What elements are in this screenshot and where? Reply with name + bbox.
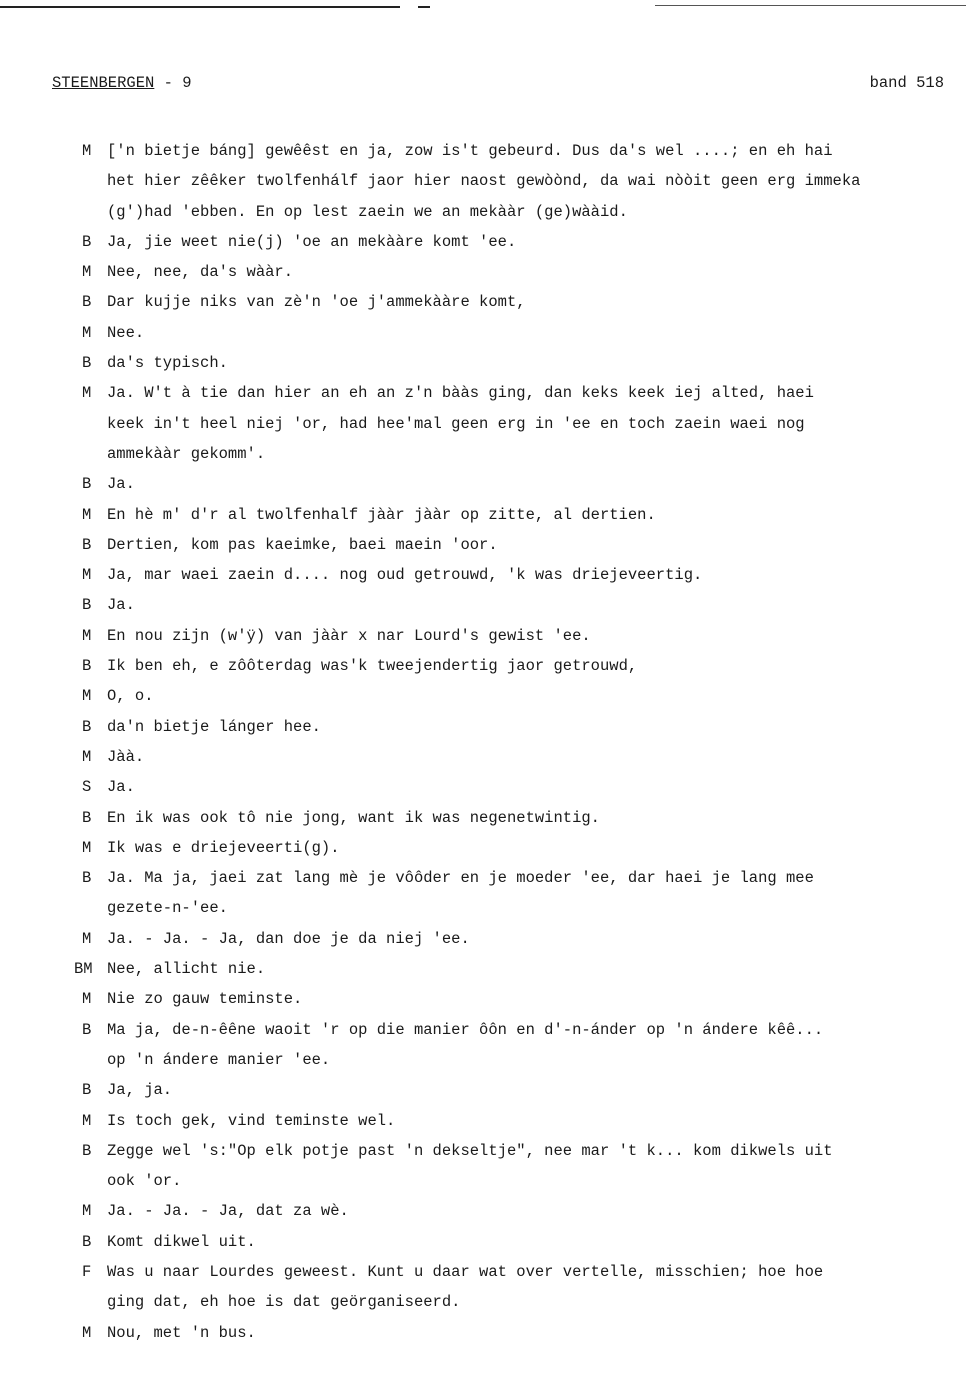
speaker-label: M <box>82 990 92 1009</box>
utterance-line: O, o. <box>107 687 154 706</box>
speaker-label: B <box>82 475 92 494</box>
utterance-line: Jàà. <box>107 747 145 766</box>
utterance-line: Nee, nee, da's wààr. <box>107 263 294 282</box>
transcript-entry <box>0 651 966 681</box>
speaker-label: B <box>82 717 92 736</box>
utterance-line: Ja. <box>107 778 135 797</box>
speaker-label: M <box>82 687 92 706</box>
utterance-line: Dar kujje niks van zè'n 'oe j'ammekààre komt, <box>107 293 526 312</box>
speaker-label: B <box>82 1232 92 1251</box>
transcript-entry <box>0 1106 966 1136</box>
utterance-line: Ja. Ma ja, jaei zat lang mè je vôôder en je moeder 'ee, dar haei je lang mee <box>107 869 814 888</box>
transcript-entry <box>0 1015 966 1076</box>
band-label: band 518 <box>869 74 944 92</box>
utterance-line: (g')had 'ebben. En op lest zaein we an mekààr (ge)wààid. <box>107 202 628 221</box>
transcript-entry <box>0 984 966 1014</box>
transcript-entry <box>0 590 966 620</box>
header-left <box>52 74 192 92</box>
page-number: - 9 <box>163 74 192 92</box>
utterance-line: Nee. <box>107 323 145 342</box>
utterance-line: op 'n ándere manier 'ee. <box>107 1050 331 1069</box>
utterance-line: Ma ja, de-n-êêne waoit 'r op die manier ôôn en d'-n-ánder op 'n ándere kêê... <box>107 1020 824 1039</box>
utterance-line: Ja, mar waei zaein d.... nog oud getrouwd, 'k was driejeveertig. <box>107 566 703 585</box>
transcript-entry <box>0 1196 966 1226</box>
transcript-entry <box>0 287 966 317</box>
utterance-line: En nou zijn (w'ÿ) van jààr x nar Lourd's gewist 'ee. <box>107 626 591 645</box>
speaker-label: M <box>82 1323 92 1342</box>
utterance-line: Ja, ja. <box>107 1081 173 1100</box>
transcript-entry <box>0 227 966 257</box>
utterance-line: Nee, allicht nie. <box>107 960 266 979</box>
speaker-label: M <box>82 1111 92 1130</box>
speaker-label: B <box>82 535 92 554</box>
transcript-entry <box>0 681 966 711</box>
transcript-entry <box>0 136 966 227</box>
utterance-line: da's typisch. <box>107 354 228 373</box>
utterance-line: gezete-n-'ee. <box>107 899 228 918</box>
transcript-entry <box>0 742 966 772</box>
speaker-label: B <box>82 657 92 676</box>
utterance-line: Nie zo gauw teminste. <box>107 990 303 1009</box>
utterance-line: Nou, met 'n bus. <box>107 1323 256 1342</box>
transcript-entry <box>0 1257 966 1318</box>
speaker-label: B <box>82 1020 92 1039</box>
speaker-label: M <box>82 626 92 645</box>
utterance-line: da'n bietje lánger hee. <box>107 717 321 736</box>
transcript-entry <box>0 1075 966 1105</box>
transcript-entry <box>0 560 966 590</box>
utterance-line: Ik ben eh, e zôôterdag was'k tweejendertig jaor getrouwd, <box>107 657 638 676</box>
transcript-entry <box>0 1318 966 1348</box>
transcript-entry <box>0 378 966 469</box>
speaker-label: M <box>82 838 92 857</box>
transcript-entry <box>0 469 966 499</box>
transcript-entry <box>0 833 966 863</box>
utterance-line: Ja, jie weet nie(j) 'oe an mekààre komt 'ee. <box>107 232 517 251</box>
utterance-line: Dertien, kom pas kaeimke, baei maein 'oor. <box>107 535 498 554</box>
top-rule-fragment <box>418 6 430 8</box>
speaker-label: M <box>82 566 92 585</box>
speaker-label: B <box>82 596 92 615</box>
utterance-line: ammekààr gekomm'. <box>107 444 266 463</box>
utterance-line: ['n bietje báng] gewêêst en ja, zow is't gebeurd. Dus da's wel ....; en eh hai <box>107 142 833 160</box>
speaker-label: M <box>82 747 92 766</box>
utterance-line: Ja. <box>107 596 135 615</box>
transcript-entry <box>0 803 966 833</box>
transcript-entry <box>0 621 966 651</box>
speaker-label: M <box>82 1202 92 1221</box>
utterance-line: keek in't heel niej 'or, had hee'mal geen erg in 'ee en toch zaein waei nog <box>107 414 805 433</box>
utterance-line: Ja. W't à tie dan hier an eh an z'n bààs ging, dan keks keek iej alted, haei <box>107 384 814 403</box>
transcript-entry <box>0 1136 966 1197</box>
transcript-entry <box>0 954 966 984</box>
utterance-line: Was u naar Lourdes geweest. Kunt u daar wat over vertelle, misschien; hoe hoe <box>107 1262 824 1281</box>
top-rule <box>0 6 400 8</box>
transcript-entry <box>0 348 966 378</box>
transcript-entry <box>0 318 966 348</box>
speaker-label: F <box>82 1262 92 1281</box>
transcript-entry <box>0 924 966 954</box>
speaker-label: M <box>82 505 92 524</box>
page-header <box>52 74 944 96</box>
location-title: STEENBERGEN <box>52 74 155 92</box>
speaker-label: M <box>82 323 92 342</box>
utterance-line: En hè m' d'r al twolfenhalf jààr jààr op zitte, al dertien. <box>107 505 656 524</box>
transcript-entry <box>0 772 966 802</box>
speaker-label: B <box>82 232 92 251</box>
utterance-line: Zegge wel 's:"Op elk potje past 'n dekseltje", nee mar 't k... kom dikwels uit <box>107 1141 833 1160</box>
utterance-line: Is toch gek, vind teminste wel. <box>107 1111 396 1130</box>
transcript-entry <box>0 257 966 287</box>
transcript-entry <box>0 712 966 742</box>
speaker-label: B <box>82 808 92 827</box>
speaker-label: S <box>82 778 92 797</box>
transcript-entry <box>0 863 966 924</box>
speaker-label: M <box>82 263 92 282</box>
speaker-label: B <box>82 293 92 312</box>
utterance-line: Ik was e driejeveerti(g). <box>107 838 340 857</box>
speaker-label: B <box>82 869 92 888</box>
speaker-label: B <box>82 1141 92 1160</box>
utterance-line: het hier zêêker twolfenhálf jaor hier naost gewòònd, da wai nòòit geen erg immeka <box>107 172 861 191</box>
top-rule-right <box>655 5 966 6</box>
utterance-line: ging dat, eh hoe is dat geörganiseerd. <box>107 1293 461 1312</box>
speaker-label: B <box>82 1081 92 1100</box>
utterance-line: ook 'or. <box>107 1172 182 1191</box>
speaker-label: B <box>82 354 92 373</box>
transcript-entry <box>0 500 966 530</box>
speaker-label: M <box>82 142 92 160</box>
utterance-line: Ja. - Ja. - Ja, dan doe je da niej 'ee. <box>107 929 470 948</box>
utterance-line: Komt dikwel uit. <box>107 1232 256 1251</box>
utterance-line: En ik was ook tô nie jong, want ik was negenetwintig. <box>107 808 600 827</box>
transcript-entry <box>0 530 966 560</box>
speaker-label: BM <box>74 960 93 979</box>
speaker-label: M <box>82 384 92 403</box>
transcript <box>0 136 966 1348</box>
speaker-label: M <box>82 929 92 948</box>
utterance-line: Ja. <box>107 475 135 494</box>
transcript-entry <box>0 1227 966 1257</box>
utterance-line: Ja. - Ja. - Ja, dat za wè. <box>107 1202 349 1221</box>
